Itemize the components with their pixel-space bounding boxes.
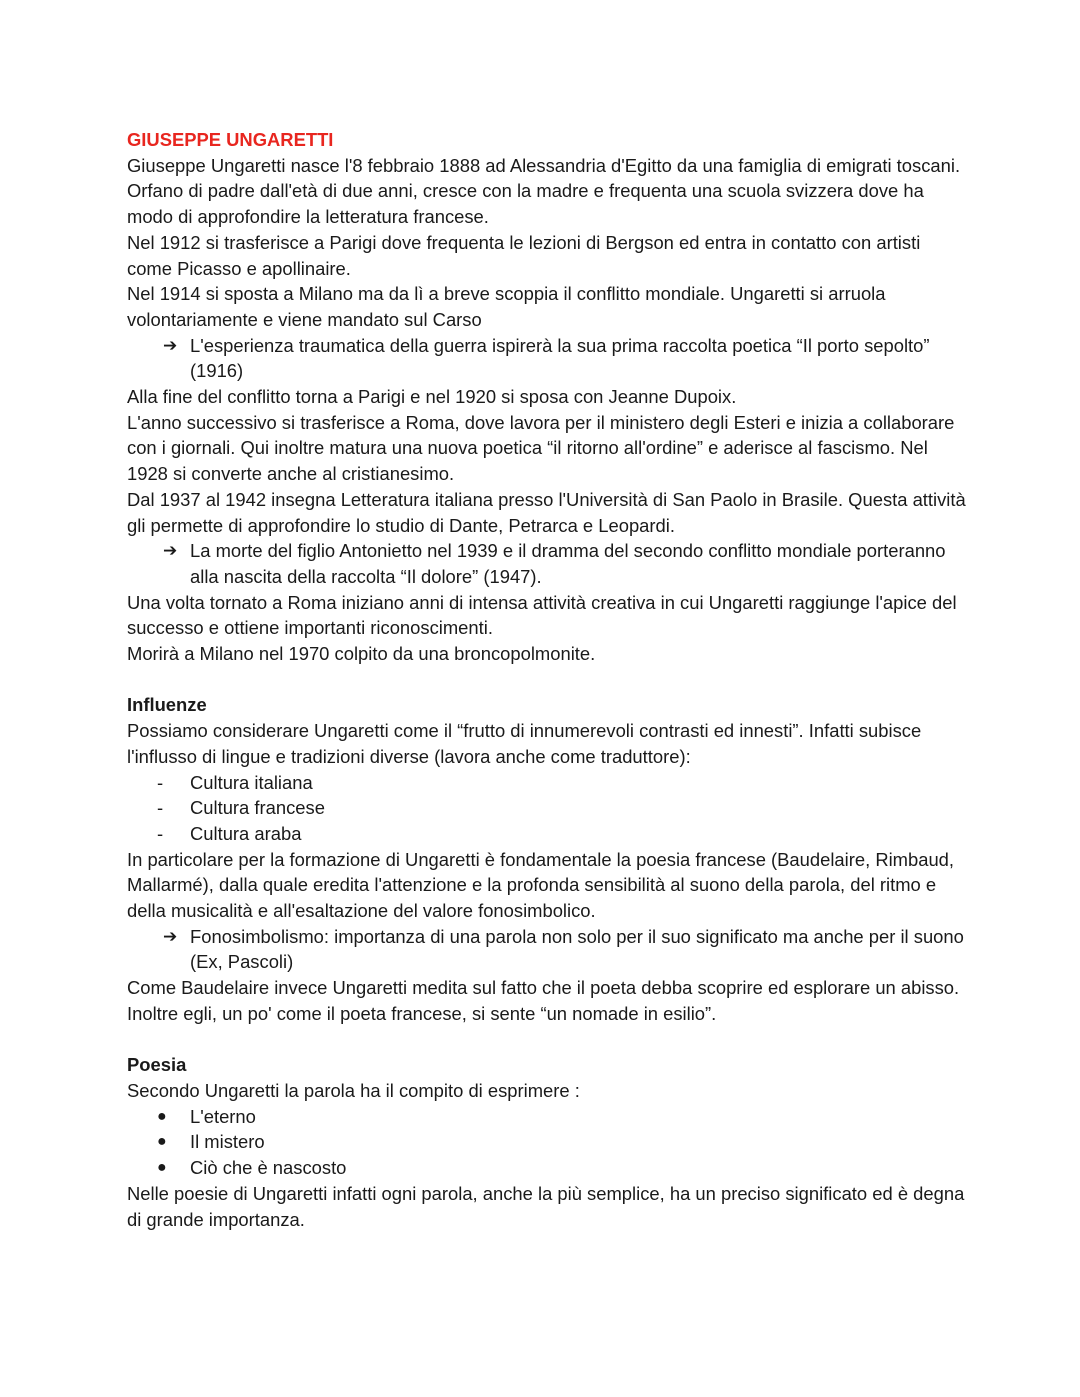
dash-list-item (127, 821, 967, 847)
poesia-paragraph-1: Secondo Ungaretti la parola ha il compito di esprimere : (127, 1079, 580, 1101)
dash-icon: - (157, 822, 164, 844)
arrow-item (127, 538, 967, 589)
bio-paragraph-8: Morirà a Milano nel 1970 colpito da una broncopolmonite. (127, 643, 596, 665)
arrow-icon: ➔ (163, 541, 178, 561)
section-gap (127, 1027, 967, 1053)
dash-list-item (127, 770, 967, 796)
bio-paragraph-1: Giuseppe Ungaretti nasce l'8 febbraio 1888 ad Alessandria d'Egitto da una famiglia di emigrati toscani. Orfano di padre dall'età di due anni, cresce con la madre e frequenta una scuola svizzera dove ha modo di approfondire la letteratura francese. (127, 154, 961, 228)
bio-paragraph-7: Una volta tornato a Roma iniziano anni di intensa attività creativa in cui Ungaretti raggiunge l'apice del successo e ottiene importanti riconoscimenti. (127, 591, 957, 639)
dash-list-item (127, 795, 967, 821)
dash-icon: - (157, 771, 164, 793)
bullet-list-item-text: Il mistero (190, 1131, 265, 1153)
influenze-paragraph-2: In particolare per la formazione di Ungaretti è fondamentale la poesia francese (Baudelaire, Rimbaud, Mallarmé), dalla quale eredita l'attenzione e la profonda sensibilità al suono della parola, del ritmo e della musicalità e all'esaltazione del valore fonosimbolico. (127, 848, 955, 922)
section-heading-influenze: Influenze (127, 694, 207, 716)
bullet-list-item-text: L'eterno (190, 1105, 256, 1127)
arrow-item-text: La morte del figlio Antonietto nel 1939 e il dramma del secondo conflitto mondiale porteranno alla nascita della raccolta “Il dolore” (1947). (190, 540, 946, 587)
document-title: GIUSEPPE UNGARETTI (127, 129, 334, 150)
dash-list-item-text: Cultura italiana (190, 771, 313, 793)
bullet-icon: ● (157, 1107, 167, 1125)
poesia-paragraph-2: Nelle poesie di Ungaretti infatti ogni parola, anche la più semplice, ha un preciso significato ed è degna di grande importanza. (127, 1182, 965, 1230)
bullet-list-item (127, 1155, 967, 1181)
document-page (127, 127, 967, 1232)
arrow-icon: ➔ (163, 335, 178, 355)
dash-icon: - (157, 797, 164, 819)
bullet-list-item-text: Ciò che è nascosto (190, 1157, 347, 1179)
dash-list-item-text: Cultura araba (190, 822, 302, 844)
bullet-icon: ● (157, 1133, 167, 1151)
bullet-list-item (127, 1129, 967, 1155)
section-heading-poesia: Poesia (127, 1054, 187, 1076)
influenze-paragraph-3: Come Baudelaire invece Ungaretti medita sul fatto che il poeta debba scoprire ed esplorare un abisso. Inoltre egli, un po' come il poeta francese, si sente “un nomade in esilio”. (127, 977, 960, 1024)
arrow-item-text: Fonosimbolismo: importanza di una parola non solo per il suo significato ma anche per il suono (Ex, Pascoli) (190, 925, 964, 973)
bio-paragraph-3: Nel 1914 si sposta a Milano ma da lì a breve scoppia il conflitto mondiale. Ungaretti si arruola volontariamente e viene mandato sul Carso (127, 283, 886, 330)
arrow-item-text: L'esperienza traumatica della guerra ispirerà la sua prima raccolta poetica “Il porto sepolto” (1916) (190, 334, 930, 382)
influenze-paragraph-1: Possiamo considerare Ungaretti come il “frutto di innumerevoli contrasti ed innesti”. Infatti subisce l'influsso di lingue e tradizioni diverse (lavora anche come traduttore): (127, 720, 922, 767)
bio-paragraph-2: Nel 1912 si trasferisce a Parigi dove frequenta le lezioni di Bergson ed entra in contatto con artisti come Picasso e apollinaire. (127, 231, 921, 279)
arrow-item (127, 333, 967, 384)
bio-paragraph-5: L'anno successivo si trasferisce a Roma, dove lavora per il ministero degli Esteri e inizia a collaborare con i giornali. Qui inoltre matura una nuova poetica “il ritorno all'ordine” e aderisce al fascismo. Nel 1928 si converte anche al cristianesimo. (127, 411, 955, 485)
section-gap (127, 667, 967, 693)
dash-list-item-text: Cultura francese (190, 797, 325, 819)
arrow-item (127, 924, 967, 975)
bullet-icon: ● (157, 1159, 167, 1177)
bio-paragraph-4: Alla fine del conflitto torna a Parigi e nel 1920 si sposa con Jeanne Dupoix. (127, 386, 737, 408)
bullet-list-item (127, 1104, 967, 1130)
bio-paragraph-6: Dal 1937 al 1942 insegna Letteratura italiana presso l'Università di San Paolo in Brasile. Questa attività gli permette di approfondire lo studio di Dante, Petrarca e Leopardi. (127, 488, 966, 536)
arrow-icon: ➔ (163, 926, 178, 946)
